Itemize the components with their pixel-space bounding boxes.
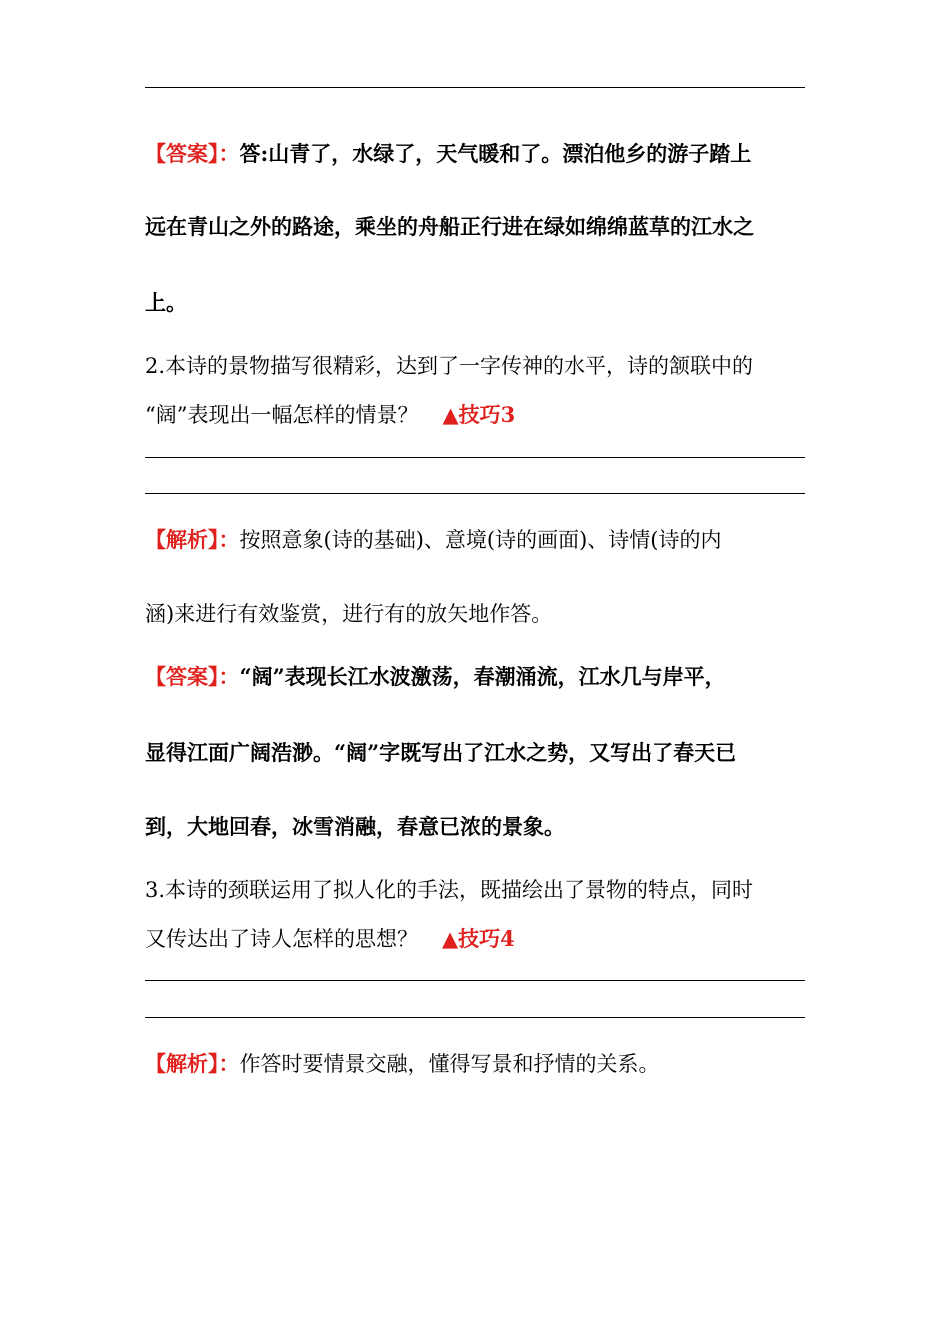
analysis-label: 【解析】： [145, 1051, 240, 1076]
answer2-line2: 显得江面广阔浩渺。“阔”字既写出了江水之势，又写出了春天已 [145, 740, 737, 765]
answer2-text1: “阔”表现长江水波激荡，春潮涌流，江水几与岸平， [239, 664, 726, 689]
answer1-line2: 远在青山之外的路途，乘坐的舟船正行进在绿如绵绵蓝草的江水之 [145, 214, 754, 239]
analysis3-text1: 作答时要情景交融，懂得写景和抒情的关系。 [239, 1052, 660, 1076]
answer1-line1 [145, 138, 825, 168]
answer2-line1 [145, 661, 825, 691]
analysis2-line1 [145, 524, 825, 554]
answer-line [145, 493, 805, 494]
question2-text2: “阔”表现出一幅怎样的情景？ [145, 403, 419, 427]
answer-label: 【答案】： [145, 141, 240, 166]
answer-line [145, 457, 805, 458]
analysis2-line2: 涵)来进行有效鉴赏，进行有的放矢地作答。 [145, 602, 553, 626]
question2-line1: 2.本诗的景物描写很精彩，达到了一字传神的水平，诗的颔联中的 [145, 354, 754, 378]
analysis-label: 【解析】： [145, 527, 240, 552]
question3-line2 [145, 923, 825, 953]
answer-line [145, 980, 805, 981]
answer-line [145, 87, 805, 88]
analysis2-text1: 按照意象(诗的基础)、意境(诗的画面)、诗情(诗的内 [239, 528, 722, 552]
answer2-line3: 到，大地回春，冰雪消融，春意已浓的景象。 [145, 814, 565, 839]
answer-line [145, 1017, 805, 1018]
question3-line1: 3.本诗的颈联运用了拟人化的手法，既描绘出了景物的特点，同时 [145, 878, 754, 902]
answer1-text1: 答:山青了，水绿了，天气暖和了。漂泊他乡的游子踏上 [239, 141, 752, 166]
tip-3-label: ▲技巧3 [442, 402, 516, 427]
answer-label: 【答案】： [145, 664, 240, 689]
tip-4-label: ▲技巧4 [442, 926, 515, 951]
answer1-line3: 上。 [145, 290, 187, 315]
analysis3-line1 [145, 1048, 825, 1078]
question3-text2: 又传达出了诗人怎样的思想？ [145, 927, 418, 951]
question2-line2 [145, 399, 825, 429]
